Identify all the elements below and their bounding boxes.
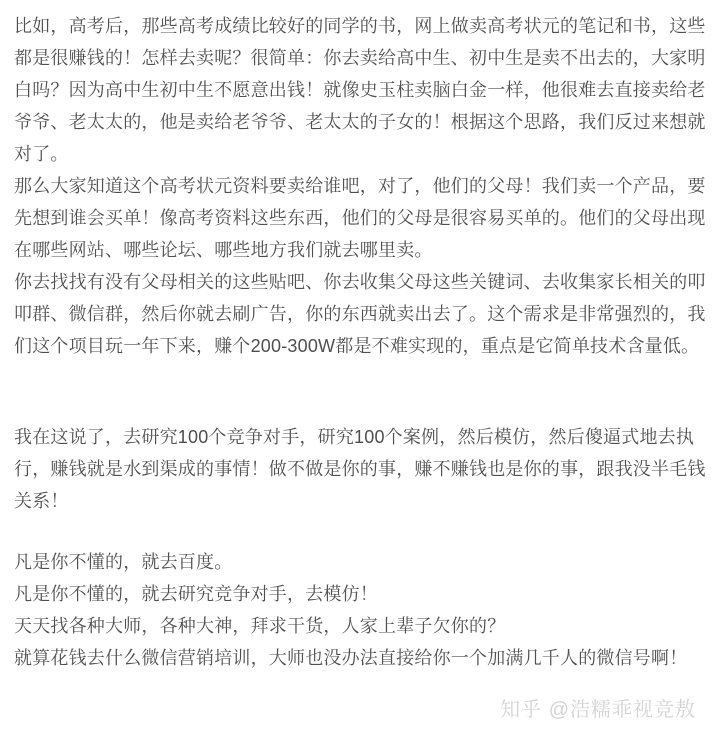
text-line: 天天找各种大师，各种大神，拜求干货，人家上辈子欠你的？ (14, 616, 506, 636)
text-line: 行，赚钱就是水到渠成的事情！做不做是你的事，赚不赚钱也是你的事，跟我没半毛钱 (14, 459, 706, 479)
text-line: 关系！ (14, 491, 69, 511)
text-line: 凡是你不懂的，就去研究竞争对手，去模仿！ (14, 584, 378, 604)
text-line: 白吗？因为高中生初中生不愿意出钱！就像史玉柱卖脑白金一样，他很难去直接卖给老 (14, 80, 706, 100)
text-line: 先想到谁会买单！像高考资料这些东西，他们的父母是很容易买单的。他们的父母出现 (14, 208, 706, 228)
paragraph (14, 421, 706, 517)
text-line: 爷爷、老太太的，他是卖给老爷爷、老太太的子女的！根据这个思路，我们反过来想就 (14, 112, 706, 132)
paragraph (14, 546, 706, 674)
paragraph (14, 266, 706, 362)
text-line: 都是很赚钱的！怎样去卖呢？很简单：你去卖给高中生、初中生是卖不出去的，大家明 (14, 48, 706, 68)
paragraph (14, 170, 706, 266)
text-line: 那么大家知道这个高考状元资料要卖给谁吧，对了，他们的父母！我们卖一个产品，要 (14, 176, 706, 196)
text-line: 在哪些网站、哪些论坛、哪些地方我们就去哪里卖。 (14, 240, 433, 260)
text-line: 凡是你不懂的，就去百度。 (14, 552, 233, 572)
text-line: 就算花钱去什么微信营销培训，大师也没办法直接给你一个加满几千人的微信号啊！ (14, 648, 688, 668)
text-line: 我在这说了，去研究100个竞争对手，研究100个案例，然后模仿，然后傻逼式地去执 (14, 427, 695, 447)
zhihu-watermark: 知乎 @浩糯乖视竞敖 (500, 699, 696, 721)
paragraph (14, 10, 706, 170)
text-line: 叩群、微信群，然后你就去刷广告，你的东西就卖出去了。这个需求是非常强烈的，我 (14, 304, 706, 324)
text-line: 你去找找有没有父母相关的这些贴吧、你去收集父母这些关键词、去收集家长相关的叩 (14, 272, 706, 292)
text-line: 对了。 (14, 144, 69, 164)
text-line: 们这个项目玩一年下来，赚个200-300W都是不难实现的，重点是它简单技术含量低。 (14, 336, 700, 356)
text-line: 比如，高考后，那些高考成绩比较好的同学的书，网上做卖高考状元的笔记和书，这些 (14, 16, 706, 36)
